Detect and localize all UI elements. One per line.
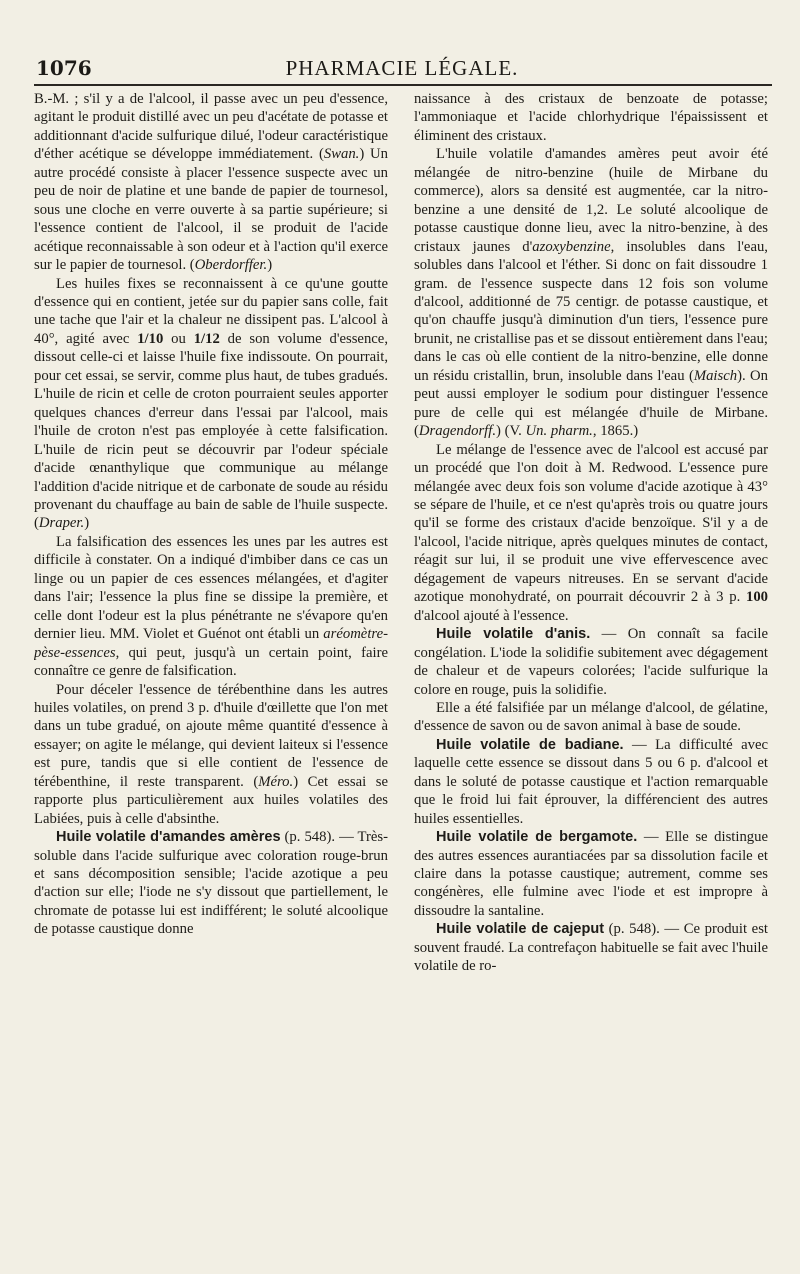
running-title: PHARMACIE LÉGALE. [285,56,519,80]
paragraph: La falsification des essences les unes par les autres est difficile à constater. On a indiqué d'imbiber dans ce cas un linge ou un papier de ces essences mélangées, et d'agiter dans l'air; l'essence la plus fine se dissipe la première, et celle dont l'odeur est la plus pénétrante ne s'évapore qu'en dernier lieu. MM. Violet et Guénot ont établi un aréomètre-pèse-essences, qui peut, jusqu'à un certain point, faire connaître ce genre de falsification. [34,533,388,680]
section-paragraph: Huile volatile de cajeput (p. 548). — Ce produit est souvent fraudé. La contrefaçon habituelle se fait avec l'huile volatile de ro- [414,921,768,975]
section-heading: Huile volatile de badiane. [436,736,624,753]
paragraph: Pour déceler l'essence de térébenthine dans les autres huiles volatiles, on prend 3 p. d'huile d'œillette que l'on met dans un tube gradué, on ajoute même quantité d'essence à essayer; on agite le mélange, qui devient laiteux si l'essence est pure, tandis que si elle contient de l'essence de térébenthine, il reste transparent. (Méro.) Cet essai se rapporte plus particulièrement aux huiles volatiles des Labiées, puis à celle d'absinthe. [34,681,388,827]
section-heading: Huile volatile de bergamote. [436,829,638,846]
page-number: 1076 [36,56,92,80]
section-heading: Huile volatile de cajeput [436,921,605,938]
paragraph: Les huiles fixes se reconnaissent à ce qu'une goutte d'essence qui en contient, jetée sur du papier sans colle, fait une tache que l'air et la chaleur ne dissipent pas. L'alcool à 40°, agité avec 1/10 ou 1/12 de son volume d'essence, dissout celle-ci et laisse l'huile fixe indissoute. On pourrait, pour cet essai, se servir, comme plus haut, de tubes gradués. L'huile de ricin et celle de croton pourraient seules apporter quelques chances d'erreur dans l'essai par l'alcool, mais l'huile de croton n'est pas employée à cette falsification. L'huile de ricin peut se découvrir par l'odeur spéciale d'acide œnanthylique que communique au mélange l'addition d'acide nitrique et de carbonate de soude au résidu provenant du chauffage au bain de sable de l'huile suspecte. (Draper.) [34,275,388,532]
header-rule [34,84,772,86]
paragraph: naissance à des cristaux de benzoate de potasse; l'ammoniaque et l'acide chlorhydrique l'épaississent et éliminent des cristaux. [414,91,768,144]
page-header [36,56,768,84]
section-paragraph: Huile volatile de bergamote. — Elle se distingue des autres essences aurantiacées par sa dissolution facile et claire dans la potasse caustique; autrement, comme ses congénères, elle fulmine avec l'iode et est impropre à dissoudre la santaline. [414,829,768,919]
section-paragraph: Huile volatile de badiane. — La difficulté avec laquelle cette essence se dissout dans 5 ou 6 p. d'alcool et dans le soluté de potasse caustique et l'action remarquable que le froid lui fait éprouver, la différencient des autres huiles essentielles. [414,736,768,827]
right-column [414,90,768,1250]
section-paragraph: Huile volatile d'amandes amères (p. 548). — Très-soluble dans l'acide sulfurique avec coloration rouge-brun et sans décomposition sensible; l'acide azotique a peu d'action sur elle; l'iode ne s'y dissout que partiellement, le chromate de potasse lui est indifférent; le soluté alcoolique de potasse caustique donne [34,829,388,938]
left-column [34,90,388,1250]
paragraph: Le mélange de l'essence avec de l'alcool est accusé par un procédé que l'on doit à M. Redwood. L'essence pure mélangée avec deux fois son volume d'acide azotique à 43° se sépare de l'huile, et ce n'est qu'après trois ou quatre jours qu'il se forme des cristaux d'acide benzoïque. S'il y a de l'alcool, l'acide nitrique, après quelques minutes de contact, réagit sur lui, il se produit une vive effervescence avec dégagement de vapeurs nitreuses. En se servant d'acide azotique monohydraté, on pourrait découvrir 2 à 3 p. 100 d'alcool ajouté à l'essence. [414,441,768,624]
section-heading: Huile volatile d'amandes amères [56,829,281,846]
section-heading: Huile volatile d'anis. [436,626,591,643]
section-paragraph: Huile volatile d'anis. — On connaît sa facile congélation. L'iode la solidifie subitement avec dégagement de chaleur et de vapeurs colorées; l'acide sulfurique la colore en rouge, puis la solidifie. [414,626,768,698]
paragraph: Elle a été falsifiée par un mélange d'alcool, de gélatine, d'essence de savon ou de savon animal à base de soude. [414,699,768,735]
paragraph: B.-M. ; s'il y a de l'alcool, il passe avec un peu d'essence, agitant le produit distillé avec un peu d'acétate de potasse et additionnant d'acide sulfurique dilué, l'odeur caractéristique d'éther acétique se développe immédiatement. (Swan.) Un autre procédé consiste à placer l'essence suspecte avec un peu de noir de platine et une bande de papier de tournesol, sous une cloche en verre ouverte à sa partie supérieure; si l'essence contient de l'alcool, il se produit de l'acide acétique reconnaissable à son odeur et à l'action qu'il exerce sur le papier de tournesol. (Oberdorffer.) [34,91,388,274]
paragraph: L'huile volatile d'amandes amères peut avoir été mélangée de nitro-benzine (huile de Mirbane du commerce), alors sa densité est augmentée, car la nitro-benzine a une densité de 1,2. Le soluté alcoolique de potasse caustique donne lieu, avec la nitro-benzine, à des cristaux jaunes d'azoxybenzine, insolubles dans l'eau, solubles dans l'alcool et l'éther. Si donc on fait dissoudre 1 gram. de l'essence suspecte dans 12 fois son volume d'alcool, additionné de 75 centigr. de potasse caustique, et qu'on chauffe jusqu'à diminution d'un tiers, l'essence pure brunit, ne cristallise pas et se dissout entièrement dans l'eau; dans le cas où elle contient de la nitro-benzine, elle donne un résidu cristallin, brun, insoluble dans l'eau (Maisch). On peut aussi employer le sodium pour distinguer l'essence pure de celle qui est mélangée d'huile de Mirbane. (Dragendorff.) (V. Un. pharm., 1865.) [414,146,768,440]
